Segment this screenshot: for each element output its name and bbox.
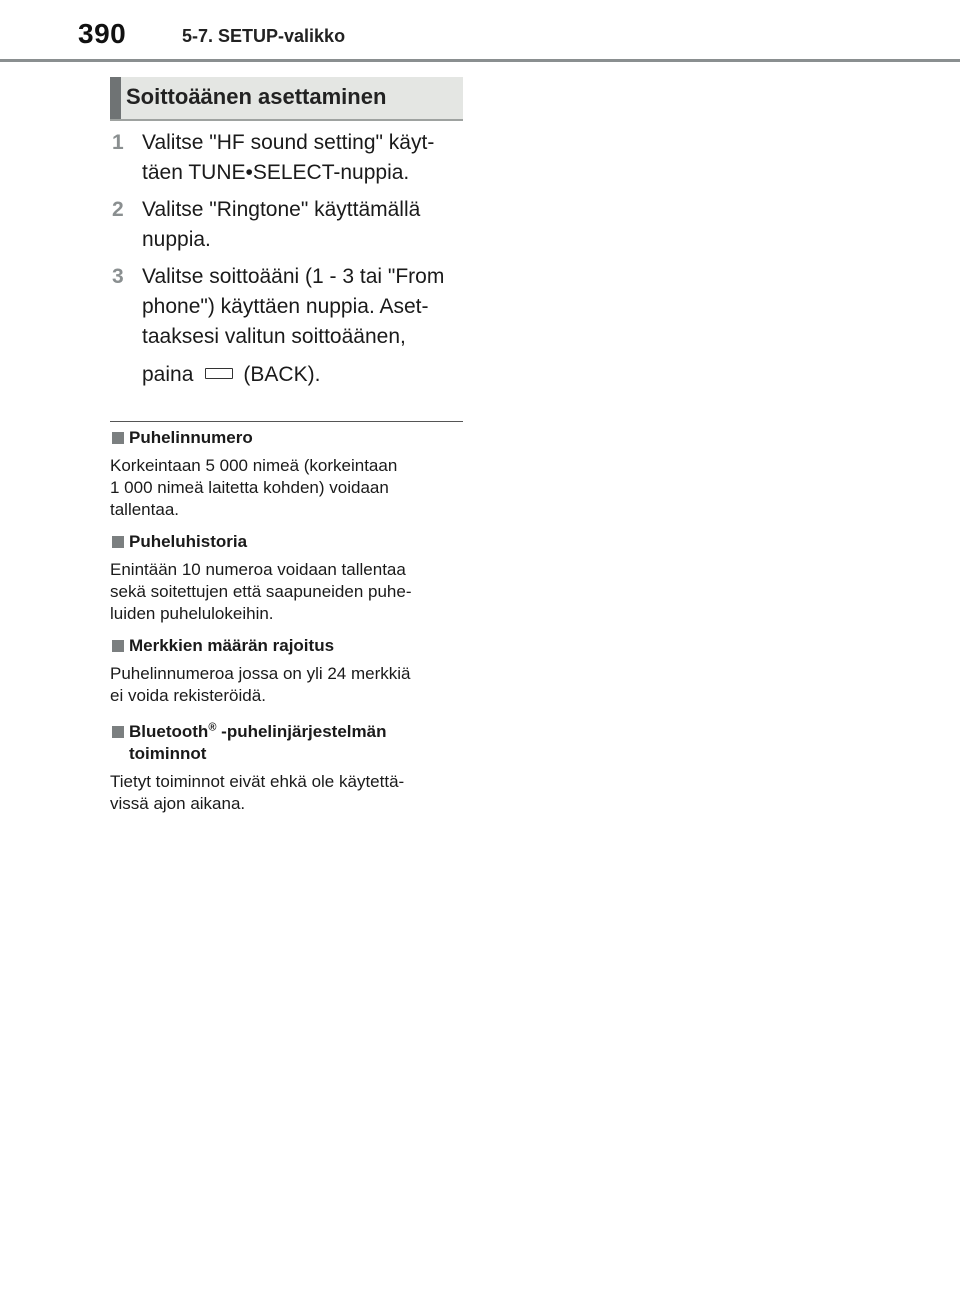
note-line: Tietyt toiminnot eivät ehkä ole käytettä- xyxy=(110,772,405,791)
note-title-line2: toiminnot xyxy=(129,744,207,763)
back-suffix: (BACK). xyxy=(243,363,321,386)
note-heading xyxy=(110,427,470,449)
step-line: Valitse "HF sound setting" käyt- xyxy=(142,131,435,154)
note-title: Merkkien määrän rajoitus xyxy=(129,636,335,655)
registered-mark: ® xyxy=(208,721,217,734)
note-character-limit xyxy=(110,635,470,707)
step-number: 2 xyxy=(112,198,124,221)
notes-divider xyxy=(110,421,463,422)
note-title-main: Bluetooth xyxy=(129,722,209,741)
step-line: täen TUNE•SELECT-nuppia. xyxy=(142,161,410,184)
note-line: ei voida rekisteröidä. xyxy=(110,686,266,705)
section-title: 5-7. SETUP-valikko xyxy=(182,26,346,46)
note-body xyxy=(110,771,470,815)
step-1 xyxy=(110,128,470,188)
back-prefix: paina xyxy=(142,363,194,386)
note-call-history xyxy=(110,531,470,625)
note-line: 1 000 nimeä laitetta kohden) voidaan xyxy=(110,478,389,497)
step-number: 1 xyxy=(112,131,124,154)
note-bluetooth-functions xyxy=(110,721,470,815)
header-rule xyxy=(0,59,960,62)
square-bullet-icon xyxy=(112,640,124,652)
step-line: taaksesi valitun soittoäänen, xyxy=(142,325,406,348)
step-line: phone") käyttäen nuppia. Aset- xyxy=(142,295,429,318)
square-bullet-icon xyxy=(112,536,124,548)
note-heading xyxy=(110,531,470,553)
note-line: Enintään 10 numeroa voidaan tallentaa xyxy=(110,560,406,579)
step-number: 3 xyxy=(112,265,124,288)
note-body xyxy=(110,455,470,521)
page-header xyxy=(0,0,960,64)
back-button-icon xyxy=(205,368,233,379)
note-heading xyxy=(110,721,470,765)
step-3 xyxy=(110,262,470,390)
note-line: Korkeintaan 5 000 nimeä (korkeintaan xyxy=(110,456,398,475)
steps-list xyxy=(110,128,470,397)
back-instruction xyxy=(142,360,470,390)
step-2 xyxy=(110,195,470,255)
notes-section xyxy=(110,425,470,825)
note-heading xyxy=(110,635,470,657)
banner-accent-bar xyxy=(110,77,121,119)
step-line: nuppia. xyxy=(142,228,211,251)
step-line: Valitse soittoääni (1 - 3 tai "From xyxy=(142,265,445,288)
step-line: Valitse "Ringtone" käyttämällä xyxy=(142,198,421,221)
square-bullet-icon xyxy=(112,432,124,444)
note-body xyxy=(110,559,470,625)
note-phone-number xyxy=(110,427,470,521)
note-line: sekä soitettujen että saapuneiden puhe- xyxy=(110,582,412,601)
note-body xyxy=(110,663,470,707)
note-line: Puhelinnumeroa jossa on yli 24 merkkiä xyxy=(110,664,411,683)
note-title: Puhelinnumero xyxy=(129,428,253,447)
square-bullet-icon xyxy=(112,726,124,738)
section-banner xyxy=(110,77,463,121)
note-line: luiden puhelulokeihin. xyxy=(110,604,274,623)
banner-title: Soittoäänen asettaminen xyxy=(126,84,387,109)
page-number: 390 xyxy=(78,18,127,49)
note-title-rest: -puhelinjärjestelmän xyxy=(216,722,387,741)
note-line: tallentaa. xyxy=(110,500,179,519)
note-title: Puheluhistoria xyxy=(129,532,248,551)
note-line: vissä ajon aikana. xyxy=(110,794,246,813)
